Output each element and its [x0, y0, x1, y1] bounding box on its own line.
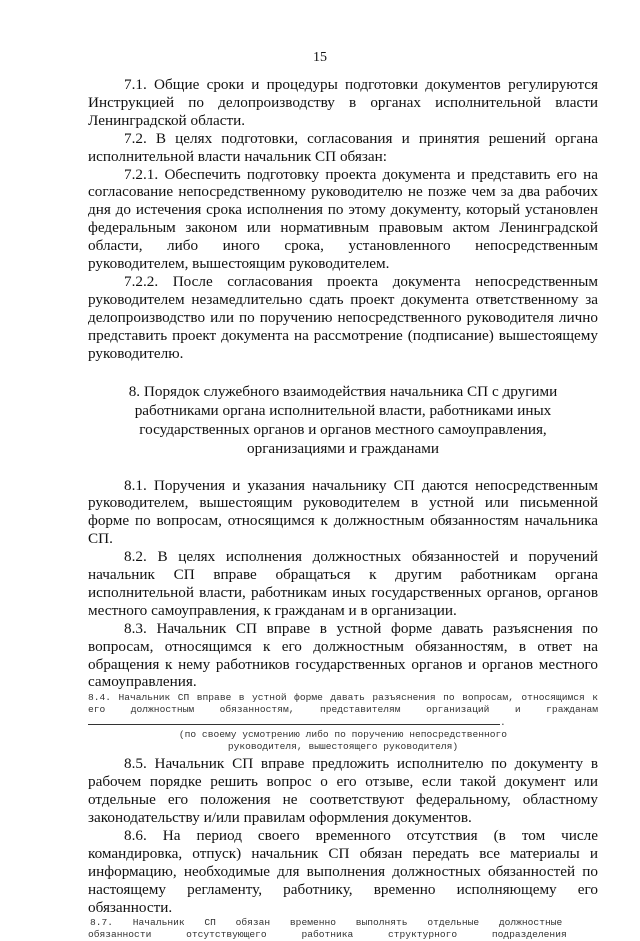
paragraph-7-2-1: 7.2.1. Обеспечить подготовку проекта документа и представить его на согласование непосредственному руководителю не позже чем за два рабочих дня до истечения срока исполнения по этому документу, который установлен федеральным законом или нормативным правовым актом Ленинградской области, либо иного срока, установленного непосредственным руководителем, вышестоящим руководителем.: [88, 165, 598, 273]
section-8-heading: 8. Порядок служебного взаимодействия начальника СП с другими работниками органа исполнительной власти, работниками иных государственных органов и органов местного самоуправления, организациями и гражданами: [128, 382, 558, 457]
template-8-4: [88, 692, 598, 753]
template-8-7-line-2: обязанности отсутствующего работника структурного подразделения: [88, 928, 567, 940]
paragraph-7-2: 7.2. В целях подготовки, согласования и принятия решений органа исполнительной власти начальник СП обязан:: [88, 129, 598, 165]
document-body: [88, 76, 598, 941]
template-8-7: [88, 917, 598, 941]
template-8-4-hint-line-2: руководителя, вышестоящего руководителя): [227, 741, 459, 753]
paragraph-8-3: 8.3. Начальник СП вправе в устной форме давать разъяснения по вопросам, относящимся к его должностным обязанностям, в ответ на обращения к нему работников государственных органов и органов местного самоуправления.: [88, 619, 598, 691]
paragraph-8-6: 8.6. На период своего временного отсутствия (в том числе командировка, отпуск) начальник СП обязан передать все материалы и информацию, необходимые для выполнения должностных обязанностей по настоящему регламенту, работнику, временно исполняющему его обязанности.: [88, 827, 598, 916]
page-number: 15: [313, 50, 327, 65]
paragraph-7-2-2: 7.2.2. После согласования проекта документа непосредственным руководителем незамедлительно сдать проект документа ответственному за делопроизводство или по поручению непосредственного руководителя лично представить проект документа на рассмотрение (подписание) вышестоящему руководителю.: [88, 272, 598, 362]
fill-in-field[interactable]: [88, 716, 500, 725]
template-8-7-line-1: 8.7. Начальник СП обязан временно выполнять отдельные должностные: [90, 916, 563, 928]
field-end: .: [500, 717, 506, 729]
paragraph-8-2: 8.2. В целях исполнения должностных обязанностей и поручений начальник СП вправе обращаться к другим работникам органа исполнительной власти, работникам иных государственных органов, органов местного самоуправления, к гражданам и в организации.: [88, 548, 598, 619]
paragraph-7-1: 7.1. Общие сроки и процедуры подготовки документов регулируются Инструкцией по делопроизводству в органах исполнительной власти Ленинградской области.: [88, 76, 598, 129]
template-8-4-text: 8.4. Начальник СП вправе в устной форме давать разъяснения по вопросам, относящимся к его должностным обязанностям, представителям организаций и гражданам: [88, 692, 598, 716]
paragraph-8-5: 8.5. Начальник СП вправе предложить исполнителю по документу в рабочем порядке решить вопрос о его отзыве, если такой документ или отдельные его положения не соответствуют федеральному, областному законодательству и/или правилам оформления документов.: [88, 755, 598, 827]
paragraph-8-1: 8.1. Поручения и указания начальнику СП даются непосредственным руководителем, вышестоящим руководителем в устной или письменной форме по вопросам, относящимся к должностным обязанностям начальника СП.: [88, 476, 598, 548]
template-8-4-hint-line-1: (по своему усмотрению либо по поручению непосредственного: [178, 729, 508, 741]
